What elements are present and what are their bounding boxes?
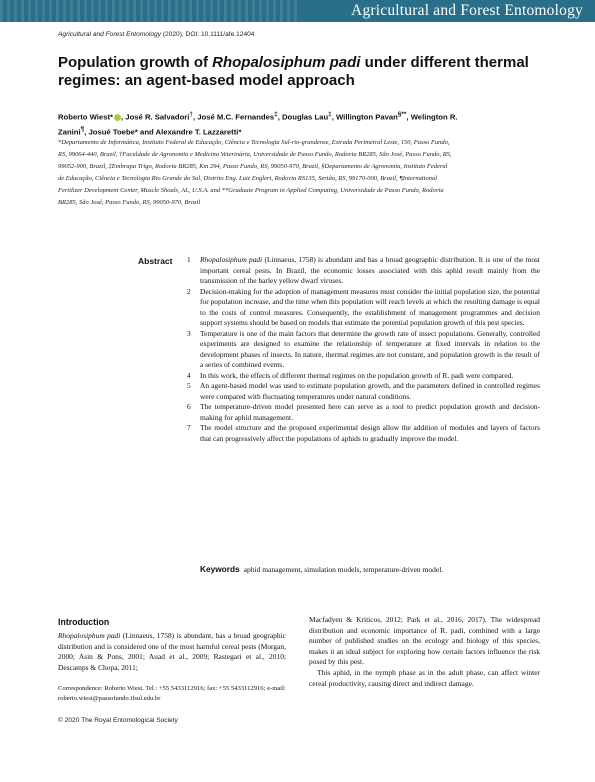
author-zanini-last: Zanini xyxy=(58,127,81,137)
item-text: An agent-based model was used to estimate population growth, and the parameters defined in controlled regimes were compared with fluctuating temperatures under natural conditions. xyxy=(200,381,540,401)
journal-name: Agricultural and Forest Entomology xyxy=(351,2,583,19)
title-part1: Population growth of xyxy=(58,54,213,71)
author-salvadori: , José R. Salvadori xyxy=(121,112,190,122)
abstract-item xyxy=(187,371,540,382)
keywords-label: Keywords xyxy=(200,564,240,574)
affiliations xyxy=(58,137,540,208)
item-text: Decision-making for the adoption of management measures must consider the initial population size, the potential for population increase, and the time when this population will reach levels at which the resulting damage is equal to the costs of control measures. Consequently, the establishment of management programmes and decision support systems should be based on models that estimate the potential population growth of this pest species. xyxy=(200,286,540,327)
abstract-item xyxy=(187,329,540,371)
item-text: The temperature-driven model presented here can serve as a tool to predict population growth and decision-making for aphid management. xyxy=(200,402,540,422)
item-text: (Linnaeus, 1758) is abundant and has a broad geographic distribution. It is one of the most important cereal pests. In Brazil, the economic losses associated with this aphid result mainly from the transmission of the barley yellow dwarf viruses. xyxy=(200,255,540,285)
correspondence: Correspondence: Roberto Wiest. Tel.: +55 5433112916; fax: +55 5433112916; e-mail: roberto.wiest@passofundo.ifsul.edu.br xyxy=(58,685,286,703)
abstract-item xyxy=(187,287,540,329)
title-species: Rhopalosiphum padi xyxy=(212,54,361,71)
author-pavan: , Willington Pavan xyxy=(331,112,398,122)
affil-mark: ‡ xyxy=(328,111,332,118)
banner-pattern xyxy=(0,0,300,22)
intro-paragraph: This aphid, in the nymph phase as in the adult phase, can affect winter cereal productivity, causing direct and indirect damage. xyxy=(309,667,540,688)
copyright: © 2020 The Royal Entomological Society xyxy=(58,717,178,724)
item-number: 6 xyxy=(187,402,191,411)
intro-right-column xyxy=(309,615,540,689)
author-wiest: Roberto Wiest* xyxy=(58,112,114,122)
abstract-list xyxy=(187,255,540,444)
affiliation-line: Fertilizer Development Center, Muscle Shoals, AL, U.S.A. and **Graduate Program in Applied Computing, Universidade de Passo Fundo, Rodovia xyxy=(58,186,444,194)
abstract-item xyxy=(187,255,540,287)
intro-paragraph: (Linnaeus, 1758) is abundant, has a broad geographic distribution and is considered one of the most harmful cereal pests (Morgan, 2000; Asin & Pons, 2001; Auad et al., 2009; Rastegari et al., 2010; Descamps & Chopa, 2011; xyxy=(58,631,286,672)
title-part2: under different thermal regimes: an agent-based model approach xyxy=(58,54,529,89)
item-number: 3 xyxy=(187,328,191,338)
affiliation-line: RS, 99064-440, Brazil, †Faculdade de Agronomia e Medicina Veterinária, Universidade de Passo Fundo, Rodovia BR285, São José, Passo Fundo, RS, xyxy=(58,150,452,158)
citation-line xyxy=(58,31,254,38)
keywords xyxy=(200,564,443,574)
author-list xyxy=(58,109,538,138)
item-text: In this work, the effects of different thermal regimes on the population growth of R. padi were compared. xyxy=(200,370,514,380)
author-toebe: , Josué Toebe* xyxy=(84,127,138,137)
keywords-text: aphid management, simulation models, temperature-driven model. xyxy=(243,565,444,574)
article-title xyxy=(58,54,538,90)
orcid-icon[interactable] xyxy=(114,114,121,121)
item-number: 5 xyxy=(187,381,191,390)
journal-banner xyxy=(0,0,595,22)
item-number: 4 xyxy=(187,370,191,380)
abstract-item xyxy=(187,381,540,402)
affiliation-line: *Departamento de Informática, Instituto Federal de Educação, Ciência e Tecnologia Sul-rio-grandense, Estrada Perimetral Leste, 150, Passo Fundo, xyxy=(58,139,450,146)
affil-mark: ¶ xyxy=(80,125,85,133)
affiliation-line: BR285, São José, Passo Fundo, RS, 99050-970, Brazil xyxy=(58,198,201,206)
species-name: Rhopalosiphum padi xyxy=(200,255,263,264)
item-number: 1 xyxy=(187,255,191,264)
affil-mark: §** xyxy=(397,111,407,118)
affil-mark: † xyxy=(189,111,193,118)
intro-left-column xyxy=(58,631,286,673)
author-lazzaretti: and Alexandre T. Lazzaretti* xyxy=(137,127,242,137)
author-fernandes: , José M.C. Fernandes xyxy=(192,112,275,122)
author-lau: , Douglas Lau xyxy=(277,112,329,122)
species-name: Rhopalosiphum padi xyxy=(58,631,121,640)
abstract-label: Abstract xyxy=(138,256,173,266)
introduction-heading: Introduction xyxy=(58,617,110,627)
citation-journal: Agricultural and Forest Entomology xyxy=(58,31,161,38)
affiliation-line: de Educação, Ciência e Tecnologia Rio Grande do Sul, Distrito Eng. Luiz Englert, Rodovia RS135, Sertão, RS, 99170-000, Brazil, ¶International xyxy=(58,174,438,182)
citation-doi: (2020), DOI: 10.1111/afe.12404 xyxy=(161,31,255,38)
item-number: 7 xyxy=(187,423,191,432)
abstract-item xyxy=(187,423,540,444)
author-zanini-first: , Welington R. xyxy=(406,112,458,122)
abstract-item xyxy=(187,402,540,423)
affiliation-line: 99052-900, Brazil, ‡Embrapa Trigo, Rodovia BR285, Km 294, Passo Fundo, RS, 99050-970, Brazil, §Departamento de Agronomia, Instituto Federal xyxy=(58,162,448,170)
affil-mark: ‡ xyxy=(274,111,278,118)
item-number: 2 xyxy=(187,286,191,296)
item-text: Temperature is one of the main factors that determine the growth rate of insect populations. Generally, controlled experiments are designed to examine the relationship of temperature at fixed intervals in relation to the development phases of insects. In nature, thermal regimes are not constant, and population growth is the result of a series of combined events. xyxy=(200,328,540,369)
item-text: The model structure and the proposed experimental design allow the addition of modules and layers of factors that can progressively affect the populations of aphids to gradually improve the model. xyxy=(200,423,540,443)
intro-paragraph: Macfadyen & Kriticos, 2012; Park et al., 2016, 2017). The widespread distribution and economic importance of R. padi, combined with a large number of published studies on the ecology and biology of this species, makes it an ideal subject for exploring how certain factors influence the risk posed by this pest. xyxy=(309,615,540,667)
